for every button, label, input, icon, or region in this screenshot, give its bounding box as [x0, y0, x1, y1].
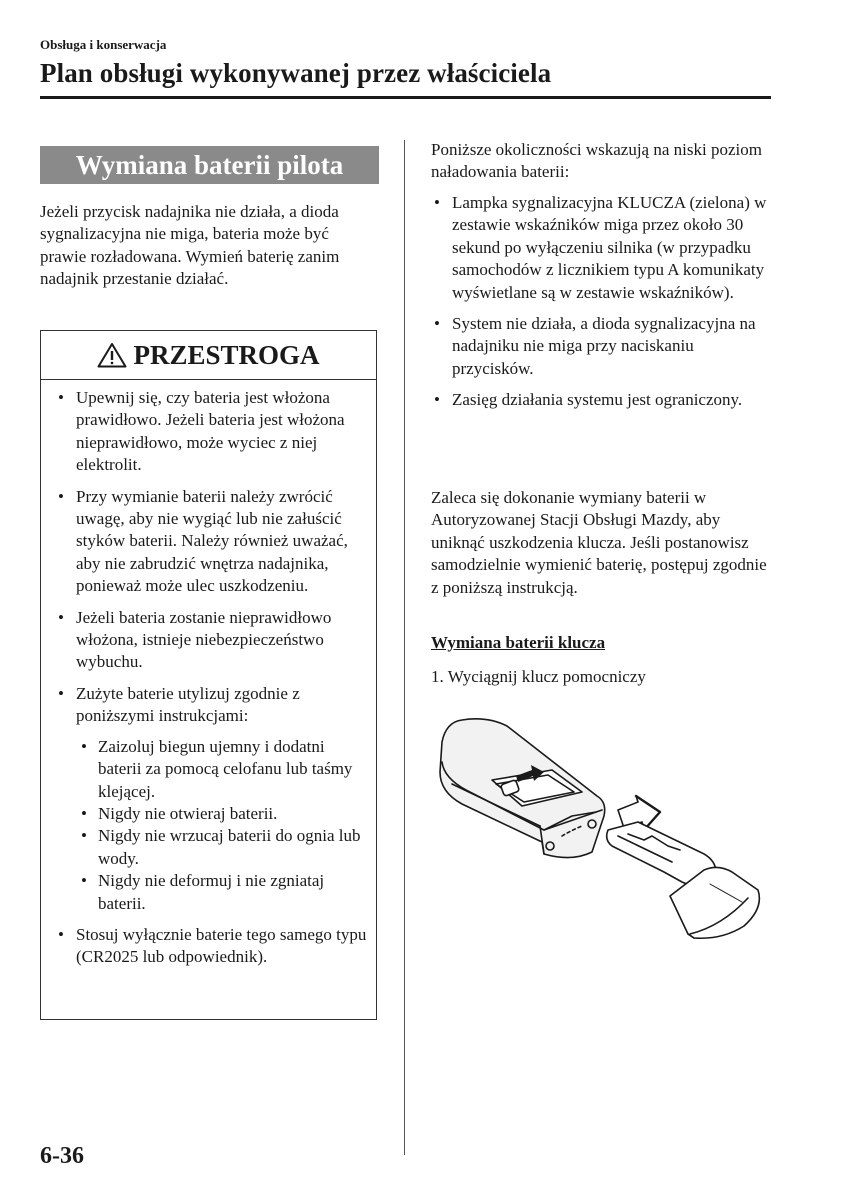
caution-item-disposal — [55, 683, 367, 915]
caution-header — [41, 331, 376, 380]
section-label: Obsługa i konserwacja — [40, 37, 167, 52]
caution-item: • Przy wymianie baterii należy zwrócić uwagę, aby nie wygiąć lub nie załuścić styków baterii. Należy również uważać, aby nie zabrudzić wnętrza nadajnika, ponieważ może ulec uszkodzeniu. — [55, 486, 367, 598]
symptom-item: • Lampka sygnalizacyjna KLUCZA (zielona) w zestawie wskaźników miga przez około 30 sekund po wyłączeniu silnika (w przypadku samochodów z licznikiem typu A komunikaty wyświetlane są w zestawie wskaźników). — [431, 192, 771, 304]
disposal-subitem: • Nigdy nie deformuj i nie zgniataj baterii. — [76, 870, 367, 915]
caution-item-text: Zużyte baterie utylizuj zgodnie z poniższymi instrukcjami: — [76, 683, 300, 726]
symptom-list — [431, 192, 771, 421]
caution-item: • Stosuj wyłącznie baterie tego samego typu (CR2025 lub odpowiednik). — [55, 924, 367, 969]
step-1 — [431, 667, 646, 687]
disposal-subitem: • Nigdy nie otwieraj baterii. — [76, 803, 367, 825]
disposal-subitem: • Nigdy nie wrzucaj baterii do ognia lub wody. — [76, 825, 367, 870]
warning-triangle-icon — [97, 342, 127, 368]
right-intro: Poniższe okoliczności wskazują na niski poziom naładowania baterii: — [431, 140, 762, 182]
intro-paragraph: Jeżeli przycisk nadajnika nie działa, a dioda sygnalizacyjna nie miga, bateria może być prawie rozładowana. Wymień baterię zanim nadajnik przestanie działać. — [40, 202, 340, 289]
caution-item: • Jeżeli bateria zostanie nieprawidłowo włożona, istnieje niebezpieczeństwo wybuchu. — [55, 607, 367, 674]
caution-box — [40, 330, 377, 1020]
symptom-item: • Zasięg działania systemu jest ograniczony. — [431, 389, 771, 411]
page-number: 6-36 — [40, 1143, 84, 1169]
symptom-item: • System nie działa, a dioda sygnalizacyjna na nadajniku nie miga przy naciskaniu przycisków. — [431, 313, 771, 380]
caution-list — [55, 387, 367, 969]
caution-body — [55, 387, 367, 978]
procedure-subheading: Wymiana baterii klucza — [431, 633, 606, 652]
caution-item: • Upewnij się, czy bateria jest włożona prawidłowo. Jeżeli bateria jest włożona nieprawidłowo, może wyciec z niej elektrolit. — [55, 387, 367, 477]
section-heading: Wymiana baterii pilota — [40, 146, 379, 184]
column-divider — [404, 140, 405, 1155]
step-text: Wyciągnij klucz pomocniczy — [447, 667, 646, 686]
recommendation-paragraph: Zaleca się dokonanie wymiany baterii w Autoryzowanej Stacji Obsługi Mazdy, aby uniknąć uszkodzenia klucza. Jeśli postanowisz samodzielnie wymienić baterię, postępuj zgodnie z poniższą instrukcją. — [431, 488, 767, 597]
caution-title: PRZESTROGA — [133, 339, 320, 370]
disposal-subitem: • Zaizoluj biegun ujemny i dodatni baterii za pomocą celofanu lub taśmy klejącej. — [76, 736, 367, 803]
page-title: Plan obsługi wykonywanej przez właściciela — [40, 58, 552, 88]
key-removal-illustration — [432, 712, 772, 952]
title-rule — [40, 96, 771, 99]
step-number: 1. — [431, 667, 444, 686]
disposal-sublist — [76, 736, 367, 915]
